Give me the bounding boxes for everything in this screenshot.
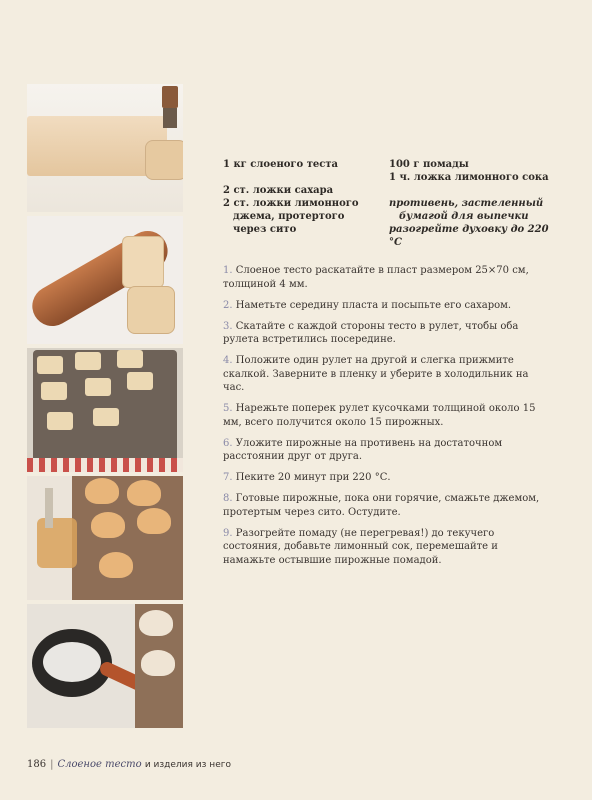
method-steps — [223, 264, 543, 575]
step-item — [223, 471, 543, 485]
ingredient-item: 100 г помады — [389, 159, 469, 170]
ingredient-item: 1 кг слоеного теста — [223, 159, 339, 170]
ingredients-block — [223, 158, 563, 248]
pastry-illustration — [37, 356, 63, 374]
photo-strip — [27, 84, 183, 728]
page-footer — [27, 759, 231, 770]
equipment-note-continued: бумагой для выпечки — [399, 211, 529, 222]
ingredients-right-column — [389, 158, 564, 249]
step-number: 2. — [223, 299, 233, 311]
photo-dough-sheet-brush — [27, 84, 183, 212]
dough-roll-illustration — [127, 286, 175, 334]
step-text: Положите один рулет на другой и слегка прижмите скалкой. Заверните в пленку и уберите в холодильник на час. — [223, 355, 529, 393]
ingredient-item: 2 ст. ложки лимонного — [223, 198, 359, 209]
ingredient-item-continued: джема, протертого — [233, 211, 345, 222]
pastry-illustration — [41, 382, 67, 400]
equipment-note: противень, застеленный — [389, 198, 544, 209]
tablecloth-illustration — [27, 458, 183, 472]
photo-icing-pan — [27, 604, 183, 728]
photo-rolling-pin — [27, 216, 183, 344]
palmier-illustration — [137, 508, 171, 534]
step-text: Нарежьте поперек рулет кусочками толщиной около 15 мм, всего получится около 15 пирожных. — [223, 403, 536, 428]
footer-separator: | — [50, 759, 54, 770]
oven-note: разогрейте духовку до 220 °С — [389, 224, 549, 248]
step-number: 5. — [223, 403, 233, 414]
ingredient-item: 2 ст. ложки сахара — [223, 185, 334, 196]
palmier-illustration — [91, 512, 125, 538]
palmier-illustration — [85, 478, 119, 504]
step-text: Пеките 20 минут при 220 °С. — [235, 472, 391, 483]
step-text: Готовые пирожные, пока они горячие, смажьте джемом, протертым через сито. Остудите. — [223, 493, 540, 518]
page-number: 186 — [27, 759, 47, 770]
section-title-italic: Слоеное тесто — [57, 759, 142, 770]
pastry-illustration — [47, 412, 73, 430]
step-number: 6. — [223, 437, 233, 449]
step-item — [223, 299, 543, 313]
pastry-illustration — [93, 408, 119, 426]
step-number: 3. — [223, 320, 233, 332]
step-item — [223, 402, 543, 429]
pastry-illustration — [127, 372, 153, 390]
pastry-brush-illustration — [45, 488, 53, 528]
palmier-illustration — [127, 480, 161, 506]
pastry-illustration — [85, 378, 111, 396]
step-item — [223, 437, 543, 464]
step-number: 8. — [223, 493, 233, 504]
ingredient-item-continued: через сито — [233, 224, 297, 235]
step-number: 7. — [223, 472, 233, 483]
step-text: Наметьте середину пласта и посыпьте его сахаром. — [235, 299, 512, 311]
step-text: Уложите пирожные на противень на достаточном расстоянии друг от друга. — [223, 437, 503, 462]
dough-roll-illustration — [122, 236, 164, 288]
step-item — [223, 320, 543, 347]
ingredient-item: 1 ч. ложка лимонного сока — [389, 172, 549, 183]
dough-roll-illustration — [145, 140, 183, 180]
jam-jar-illustration — [37, 518, 77, 568]
palmier-illustration — [99, 552, 133, 578]
step-text: Скатайте с каждой стороны тесто в рулет, чтобы оба рулета встретились посередине. — [223, 320, 519, 345]
step-item — [223, 492, 543, 519]
section-title-rest: и изделия из него — [144, 760, 231, 770]
brush-handle-illustration — [162, 86, 178, 108]
photo-sliced-pastries-tray — [27, 348, 183, 472]
photo-baked-palmiers-jam — [27, 476, 183, 600]
step-item — [223, 527, 543, 568]
step-text: Слоеное тесто раскатайте в пласт размером 25×70 см, толщиной 4 мм. — [223, 265, 529, 290]
ingredients-left-column — [223, 158, 383, 236]
brush-bristle-illustration — [163, 108, 177, 128]
pastry-illustration — [75, 352, 101, 370]
icing-illustration — [43, 642, 101, 682]
step-item — [223, 354, 543, 395]
iced-palmier-illustration — [141, 650, 175, 676]
step-text: Разогрейте помаду (не перегревая!) до текучего состояния, добавьте лимонный сок, перемешайте и намажьте остывшие пирожные помадой. — [223, 527, 498, 566]
step-item — [223, 264, 543, 291]
pastry-illustration — [117, 350, 143, 368]
step-number: 9. — [223, 527, 233, 539]
step-number: 1. — [223, 265, 233, 276]
step-number: 4. — [223, 355, 233, 366]
iced-palmier-illustration — [139, 610, 173, 636]
